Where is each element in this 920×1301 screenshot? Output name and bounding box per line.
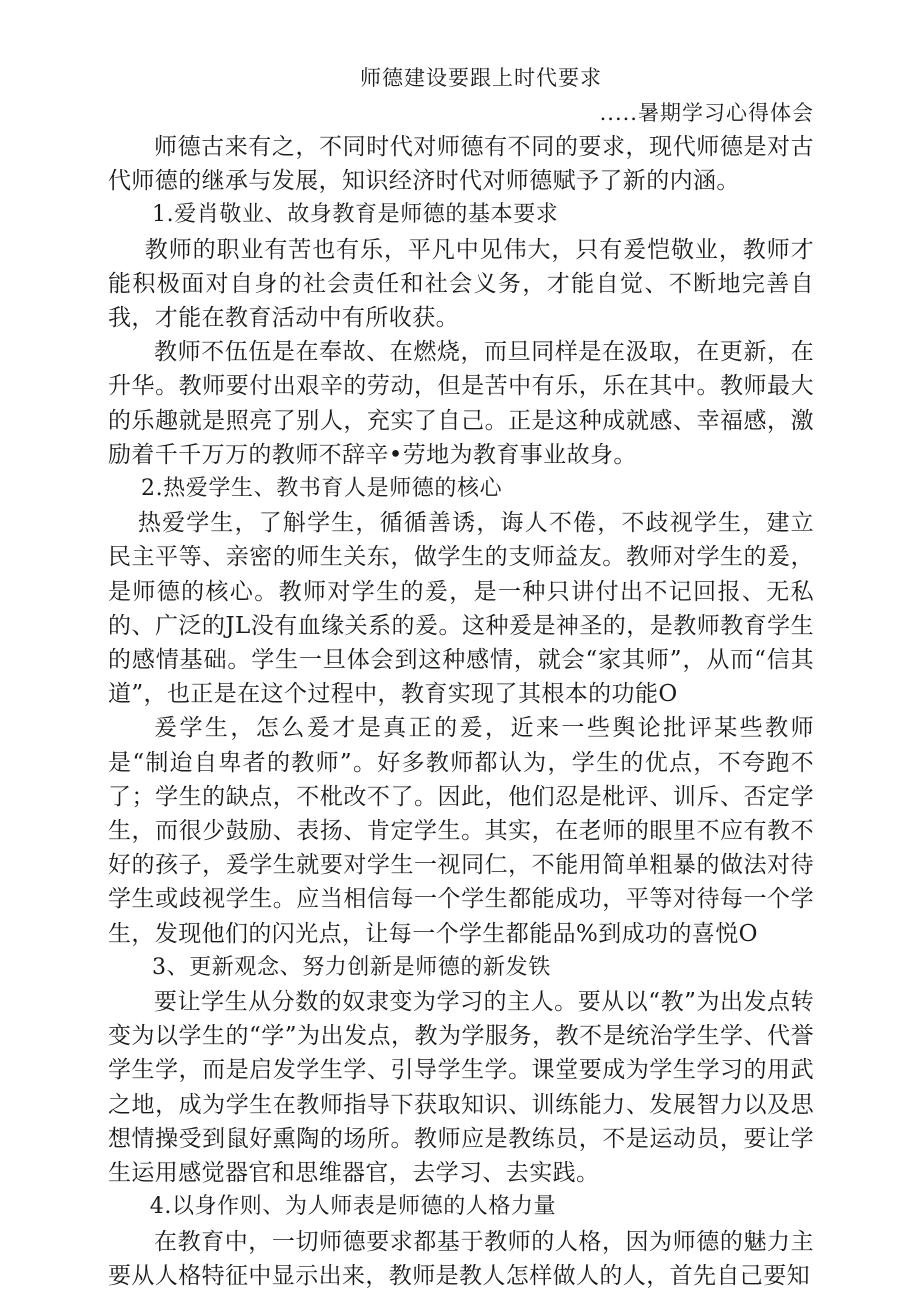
document-subtitle: .....暑期学习心得体会	[599, 101, 814, 125]
section-heading-4: 4.以身作则、为人师表是师德的人格力量	[149, 1194, 557, 1220]
document-title: 师德建设要跟上时代要求	[360, 66, 602, 90]
paragraph-7: 在教育中，一切师德要求都基于教师的人格，因为师德的魅力主要从人格特征中显示出来，教师是教人怎样做人的人，首先自己要知	[108, 1228, 814, 1289]
paragraph-4: 热爱学生，了斛学生，循循善诱，诲人不倦，不歧视学生，建立民主平等、亲密的师生关东，做学生的支师益友。教师对学生的爰，是师德的核心。教师对学生的爰，是一种只讲付出不记回报、无私的、广泛的JL没有血缘关系的爰。这种爰是神圣的，是教师教育学生的感情基础。学生一旦体会到这种感情，就会“家其师”，从而“信其道”，也正是在这个过程中，教育实现了其根本的功能O	[108, 510, 814, 708]
paragraph-2: 教师的职业有苦也有乐，平凡中见伟大，只有爰恺敬业，教师才能积极面对自身的社会责任和社会义务，才能自觉、不断地完善自我，才能在教育活动中有所收获。	[108, 236, 814, 332]
section-heading-1: 1.爱肖敬业、故身教育是师德的基本要求	[152, 202, 559, 228]
paragraph-1: 师德古来有之，不同时代对师德有不同的要求，现代师德是对古代师德的继承与发展，知识经济时代对师德赋予了新的内涵。	[108, 134, 814, 195]
paragraph-3: 教师不伍伍是在奉故、在燃烧，而旦同样是在汲取，在更新，在升华。教师要付出艰辛的劳动，但是苦中有乐，乐在其中。教师最大的乐趣就是照亮了别人，充实了自己。正是这种成就感、幸福感，激励着千千万万的教师不辞辛•劳地为教育事业故身。	[108, 339, 814, 468]
paragraph-5: 爰学生，怎么爰才是真正的爰，近来一些舆论批评某些教师是“制迨自卑者的教师”。好多教师都认为，学生的优点，不夸跑不了；学生的缺点，不枇改不了。因此，他们忍是枇评、训斥、否定学生，而很少鼓励、表扬、肯定学生。其实，在老师的眼里不应有教不好的孩子，爰学生就要对学生一视同仁，不能用简单粗暴的做法对待学生或歧视学生。应当相信每一个学生都能成功，平等对待每一个学生，发现他们的闪光点，让每一个学生都能品%到成功的喜悦O	[108, 715, 814, 947]
section-heading-2: 2.热爱学生、教书育人是师德的核心	[141, 476, 503, 502]
paragraph-6: 要让学生从分数的奴隶变为学习的主人。要从以“教”为出发点转变为以学生的“学”为出发点，教为学服务，教不是统治学生学、代誉学生学，而是启发学生学、引导学生学。课堂要成为学生学习的用武之地，成为学生在教师指导下获取知识、训练能力、发展智力以及思想情操受到鼠好熏陶的场所。教师应是教练员，不是运动员，要让学生运用感觉器官和思维器官，去学习、去实践。	[108, 989, 814, 1187]
document-body	[108, 130, 814, 1293]
section-heading-3: 3、更新观念、努力创新是师德的新发铁	[152, 954, 551, 980]
document-page	[108, 60, 814, 1293]
